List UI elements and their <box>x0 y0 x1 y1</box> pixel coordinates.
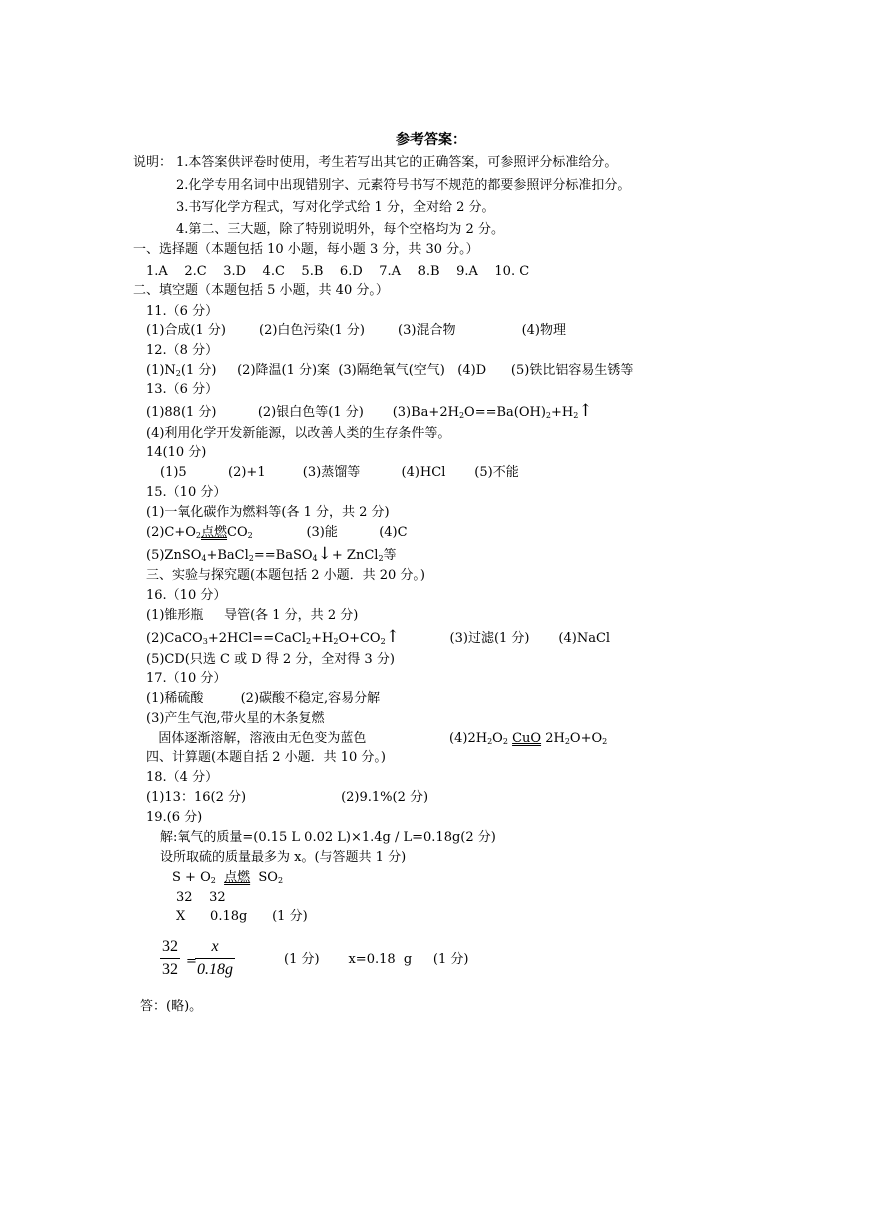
q17-answer-1: (1)稀硫酸 (2)碳酸不稳定,容易分解 <box>146 691 381 706</box>
section-1-answers: 1.A 2.C 3.D 4.C 5.B 6.D 7.A 8.B 9.A 10. C <box>146 264 530 279</box>
q19-line-2: 设所取硫的质量最多为 x。(与答题共 1 分) <box>160 850 407 865</box>
q15-answer-5: (5)ZnSO4+BaCl2==BaSO4↓+ ZnCl2等 <box>146 544 397 564</box>
q17-answer-3: (3)产生气泡,带火星的木条复燃 <box>146 711 325 726</box>
q16-answer-1: (1)锥形瓶 导管(各 1 分，共 2 分) <box>146 608 359 623</box>
section-2-heading: 二、填空题（本题包括 5 小题，共 40 分。） <box>133 283 389 298</box>
q16-heading: 16.（10 分） <box>146 588 227 603</box>
note-4: 4.第二、三大题，除了特别说明外，每个空格均为 2 分。 <box>176 222 504 237</box>
section-1-heading: 一、选择题（本题包括 10 小题，每小题 3 分，共 30 分。） <box>133 242 479 257</box>
q19-heading: 19.(6 分) <box>146 810 203 825</box>
q13-answer: (1)88(1 分) (2)银白色等(1 分) (3)Ba+2H2O==Ba(OH)2+H2↑ <box>146 401 593 421</box>
gas-up-arrow: ↑ <box>385 627 400 647</box>
precipitate-down-arrow: ↓ <box>317 544 332 564</box>
q19-unknowns: X 0.18g (1 分) <box>176 909 308 924</box>
q14-heading: 14(10 分) <box>146 445 207 460</box>
q19-line-1: 解:氧气的质量=(0.15 L 0.02 L)×1.4g / L=0.18g(2 分) <box>160 830 496 845</box>
q11-heading: 11.（6 分） <box>146 304 219 319</box>
q19-masses: 32 32 <box>176 890 226 905</box>
q18-answer: (1)13：16(2 分) (2)9.1%(2 分) <box>146 790 429 805</box>
q17-heading: 17.（10 分） <box>146 671 227 686</box>
q18-heading: 18.（4 分） <box>146 770 219 785</box>
q12-heading: 12.（8 分） <box>146 343 219 358</box>
q14-answer: (1)5 (2)+1 (3)蒸馏等 (4)HCl (5)不能 <box>160 465 519 480</box>
q11-answer: (1)合成(1 分) (2)白色污染(1 分) (3)混合物 (4)物理 <box>146 323 566 338</box>
final-answer: 答：(略)。 <box>140 999 203 1014</box>
q19-result: (1 分) x=0.18 g (1 分) <box>284 952 469 967</box>
q13-heading: 13.（6 分） <box>146 382 219 397</box>
note-3: 3.书写化学方程式，写对化学式给 1 分，全对给 2 分。 <box>176 200 495 215</box>
note-2: 2.化学专用名词中出现错别字、元素符号书写不规范的都要参照评分标准扣分。 <box>176 178 631 193</box>
q15-answer-2: (2)C+O2点燃CO2 (3)能 (4)C <box>146 525 408 540</box>
q13-answer-4: (4)利用化学开发新能源，以改善人类的生存条件等。 <box>146 426 451 441</box>
fraction-equals: = <box>186 954 197 969</box>
q15-answer-1: (1)一氧化碳作为燃料等(各 1 分，共 2 分) <box>146 505 390 520</box>
page-title: 参考答案： <box>396 132 466 148</box>
q17-answer-3b: 固体逐渐溶解，溶液由无色变为蓝色 (4)2H2O2 CuO 2H2O+O2 <box>146 731 608 746</box>
fraction-left: $\frac{32}{32}$ <box>162 938 178 978</box>
section-3-heading: 三、实验与探究题(本题包括 2 小题．共 20 分。) <box>146 568 425 583</box>
gas-up-arrow: ↑ <box>578 401 593 421</box>
notes-label: 说明： <box>133 155 173 170</box>
reaction-condition: CuO <box>512 731 542 746</box>
fraction-right: $\frac{x}{0.18g}$ <box>197 938 233 978</box>
note-1: 1.本答案供评卷时使用，考生若写出其它的正确答案，可参照评分标准给分。 <box>176 155 618 170</box>
section-4-heading: 四、计算题(本题自括 2 小题．共 10 分。) <box>146 750 386 765</box>
q16-answer-2: (2)CaCO3+2HCl==CaCl2+H2O+CO2↑ (3)过滤(1 分) (4)NaCl <box>146 627 611 647</box>
q16-answer-5: (5)CD(只选 C 或 D 得 2 分，全对得 3 分) <box>146 652 395 667</box>
q19-equation: S + O2 点燃 SO2 <box>172 870 284 885</box>
reaction-condition: 点燃 <box>224 870 251 885</box>
reaction-condition: 点燃 <box>201 525 228 540</box>
q15-heading: 15.（10 分） <box>146 485 227 500</box>
q12-answer: (1)N2(1 分) (2)降温(1 分)案 (3)隔绝氧气(空气) (4)D (5)铁比铝容易生锈等 <box>146 363 634 378</box>
